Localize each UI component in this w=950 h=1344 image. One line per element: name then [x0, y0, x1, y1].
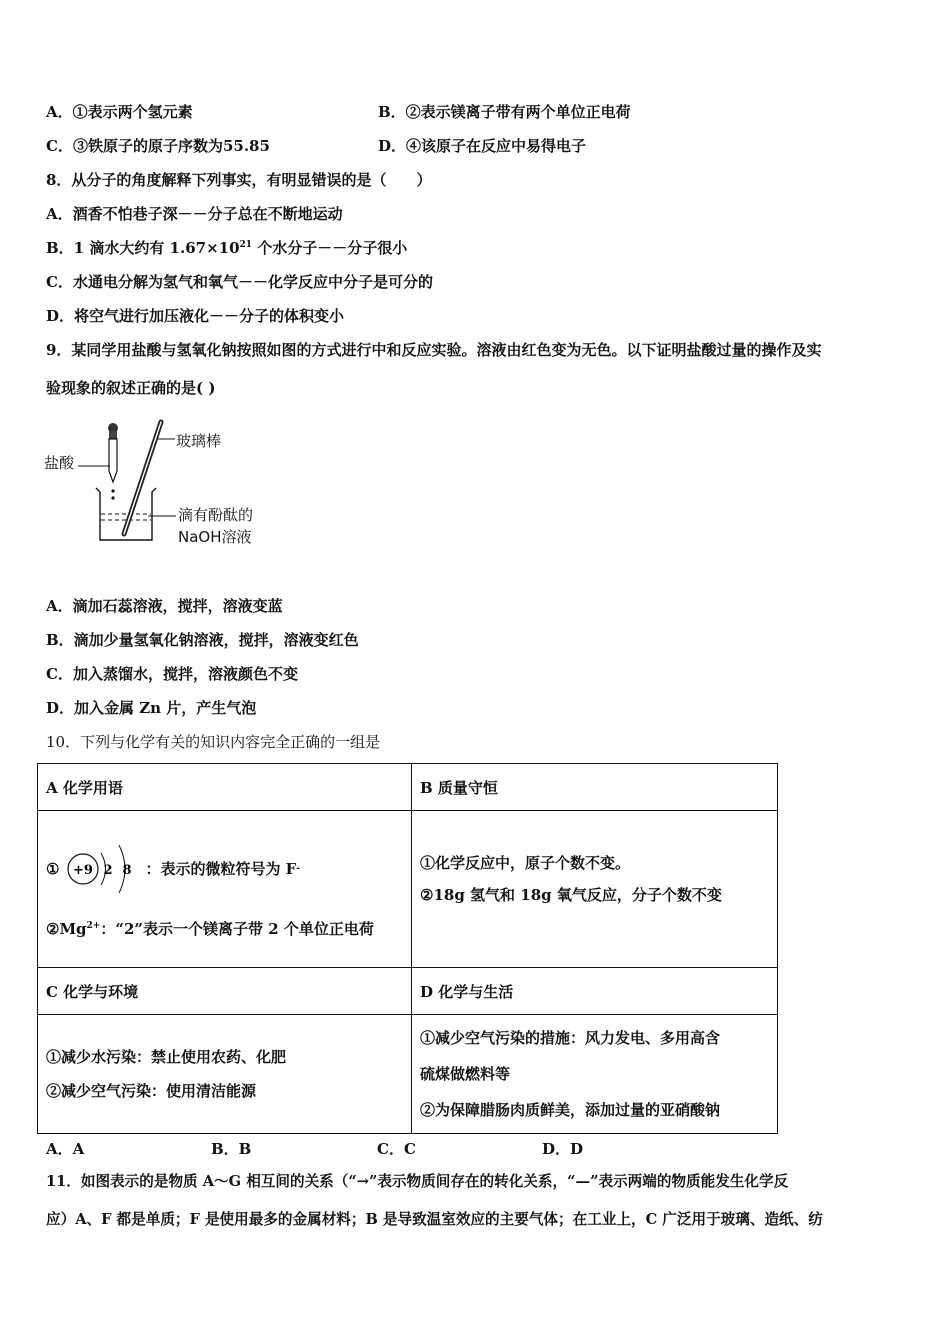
q8-option-c: C．水通电分解为氢气和氧气－－化学反应中分子是可分的 — [46, 273, 433, 291]
shell-2-electrons: 8 — [122, 863, 132, 878]
c-item-1: ①减少水污染：禁止使用农药、化肥 — [46, 1048, 287, 1066]
cell-a-title: A 化学用语 — [38, 764, 412, 811]
q9-stem-line2: 验现象的叙述正确的是( ) — [46, 379, 216, 397]
q10-stem: 10．下列与化学有关的知识内容完全正确的一组是 — [46, 733, 381, 751]
q9-figure — [40, 416, 280, 546]
c-item-2: ②减少空气污染：使用清洁能源 — [46, 1082, 257, 1100]
fluoride-ion-structure-icon — [61, 839, 143, 899]
q10-option-d: D．D — [542, 1140, 584, 1158]
shell-1-electrons: 2 — [103, 863, 113, 878]
q9-option-b: B．滴加少量氢氧化钠溶液，搅拌，溶液变红色 — [46, 631, 359, 649]
q8-option-a: A．酒香不怕巷子深－－分子总在不断地运动 — [46, 205, 343, 223]
q8-option-b: B．1 滴水大约有 $1.67\times 10^{21}$ 个水分子－－分子很小 — [46, 239, 408, 257]
label-glass-rod: 玻璃棒 — [176, 432, 222, 450]
cell-a-content — [38, 811, 412, 968]
q10-table — [37, 763, 778, 1134]
cell-c-title: C 化学与环境 — [38, 968, 412, 1015]
b-item-1: ①化学反应中，原子个数不变。 — [420, 854, 631, 872]
cell-c-content — [38, 1015, 412, 1134]
q11-stem-line2: 应）A、F 都是单质；F 是使用最多的金属材料；B 是导致温室效应的主要气体；在工业上，C 广泛用于玻璃、造纸、纺 — [46, 1211, 823, 1228]
q10-option-a: A．A — [46, 1140, 85, 1158]
q9-option-d: D．加入金属 Zn 片，产生气泡 — [46, 699, 257, 717]
q7-option-d: D．④该原子在反应中易得电子 — [378, 137, 587, 155]
d-item-1a: ①减少空气污染的措施：风力发电、多用高含 — [420, 1029, 721, 1047]
q10-option-c: C．C — [377, 1140, 416, 1158]
cell-d-content — [412, 1015, 778, 1134]
d-item-1b: 硫煤做燃料等 — [420, 1065, 511, 1083]
q7-option-c: C．③铁原子的原子序数为55.85 — [46, 137, 270, 155]
q7-option-b: B．②表示镁离子带有两个单位正电荷 — [378, 103, 631, 121]
cell-d-title: D 化学与生活 — [412, 968, 778, 1015]
q8-stem: 8．从分子的角度解释下列事实，有明显错误的是（ ） — [46, 171, 432, 189]
a-item-1: ① +9 2 8 ：表示的微粒符号为 F - — [46, 839, 403, 899]
q10-option-b: B．B — [211, 1140, 252, 1158]
cell-b-title: B 质量守恒 — [412, 764, 778, 811]
q9-option-c: C．加入蒸馏水，搅拌，溶液颜色不变 — [46, 665, 298, 683]
cell-b-content — [412, 811, 778, 968]
d-item-2: ②为保障腊肠肉质鲜美，添加过量的亚硝酸钠 — [420, 1101, 721, 1119]
label-solution-line1: 滴有酚酞的 — [178, 506, 254, 524]
q11-stem-line1: 11．如图表示的是物质 A～G 相互间的关系（“→”表示物质间存在的转化关系，“—”表示两端的物质能发生化学反 — [46, 1173, 789, 1190]
label-solution-line2: NaOH溶液 — [178, 528, 252, 546]
a-item-2: $②Mg^{2+}$：“2”表示一个镁离子带 2 个单位正电荷 — [46, 920, 374, 938]
q9-stem-line1: 9．某同学用盐酸与氢氧化钠按照如图的方式进行中和反应实验。溶液由红色变为无色。以下证明盐酸过量的操作及实 — [46, 341, 822, 359]
q8-option-d: D．将空气进行加压液化－－分子的体积变小 — [46, 307, 345, 325]
q7-option-a: A．①表示两个氢元素 — [46, 103, 193, 121]
q9-option-a: A．滴加石蕊溶液，搅拌，溶液变蓝 — [46, 597, 283, 615]
b-item-2: ②18g 氢气和 18g 氧气反应，分子个数不变 — [420, 886, 722, 904]
nucleus-charge: +9 — [73, 863, 94, 878]
label-acid: 盐酸 — [44, 454, 75, 472]
